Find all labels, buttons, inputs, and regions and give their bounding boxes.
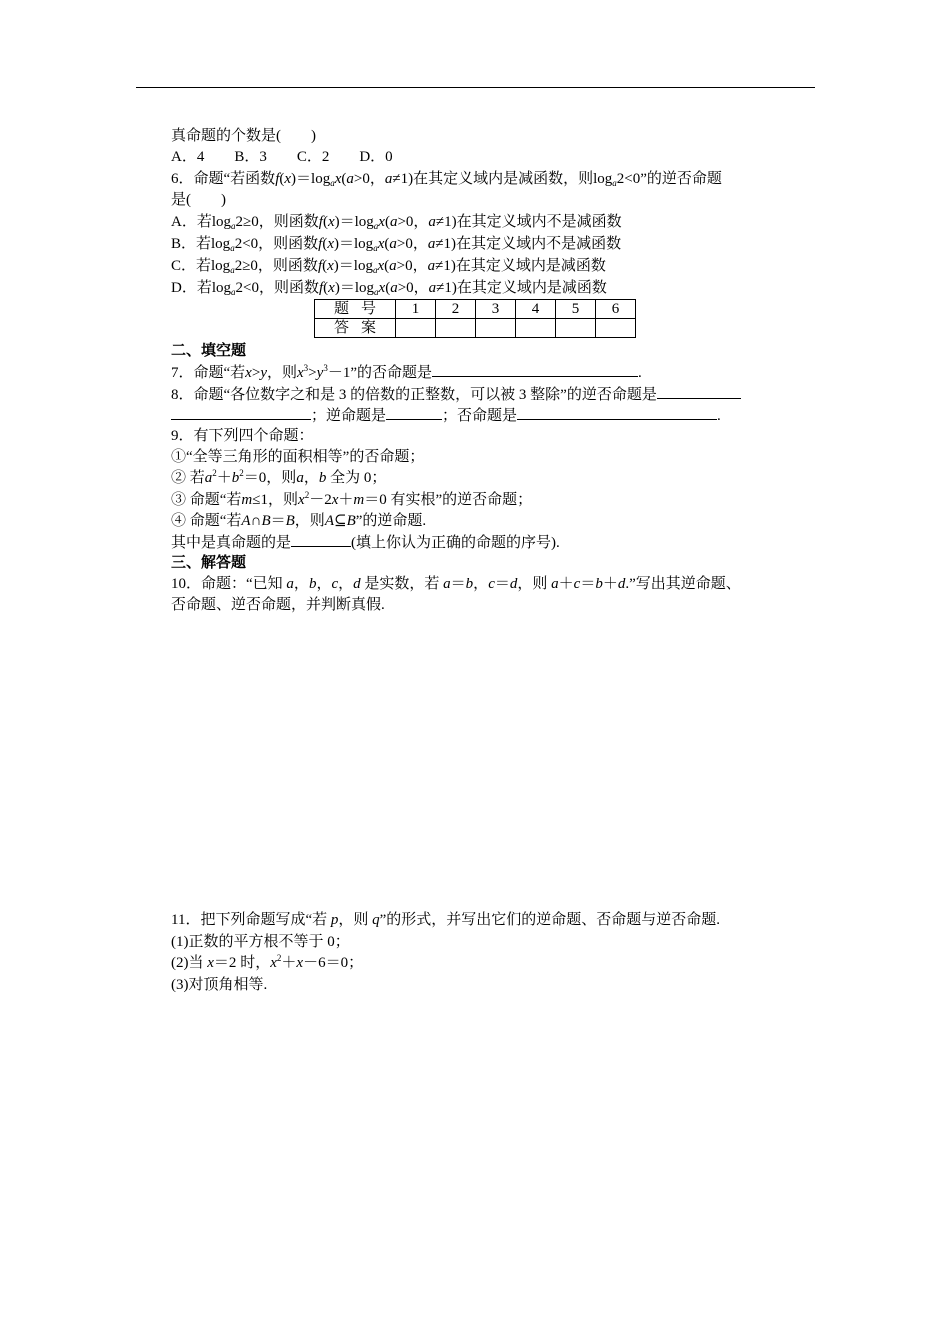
q9-prop4: ④ 命题“若A∩B＝B，则A⊆B”的逆命题.: [171, 513, 427, 529]
section-solution-title: 三、解答题: [171, 555, 247, 571]
q8-line1: 8．命题“各位数字之和是 3 的倍数的正整数，可以被 3 整除”的逆否命题是: [171, 384, 741, 405]
q9-stem: 9．有下列四个命题：: [171, 428, 314, 444]
section-fill-in-title: 二、填空题: [171, 343, 247, 359]
answer-table-answer-row: [315, 319, 636, 338]
answer-table-header-row: [315, 300, 636, 319]
answer-table-number: 2: [436, 300, 476, 319]
q7: 7．命题“若x>y，则$x^3>y^3-1$”的否命题是 .: [171, 363, 642, 381]
answer-cell[interactable]: [476, 319, 516, 338]
answer-cell[interactable]: [516, 319, 556, 338]
q7-answer-blank[interactable]: [432, 362, 638, 377]
q11-stem: 11．把下列命题写成“若 p，则 q”的形式，并写出它们的逆命题、否命题与逆否命题.: [171, 912, 721, 928]
q9-prop2: ② 若$a^2+b^2=0$，则a，b 全为 0；: [171, 468, 387, 486]
q8-line2: ；逆命题是 ；否命题是 .: [171, 405, 721, 426]
q11-item3: (3)对顶角相等.: [171, 977, 268, 993]
answer-cell[interactable]: [596, 319, 636, 338]
answer-table: [314, 299, 636, 338]
q6-stem: 6．命题“若函数$f(x)=\log_ax(a>0$，a≠1)在其定义域内是减函数，则$\log_a2<0$”的逆否命题: [171, 171, 722, 188]
header-rule: [136, 87, 815, 88]
answer-table-number: 1: [396, 300, 436, 319]
q5-stem-tail: 真命题的个数是( ): [171, 128, 316, 144]
q8-answer-blank[interactable]: [171, 405, 311, 420]
q10-line2: 否命题、逆否命题，并判断真假.: [171, 597, 385, 613]
q10-line1: 10．命题：“已知 a，b，c，d 是实数，若 a＝b，c＝d，则 a＋c＝b＋d.”写出其逆命题、: [171, 576, 741, 592]
q6-option-a: A．若$\log_a2\ge 0$，则函数$f(x)=\log_ax(a>0$，a≠1)在其定义域内不是减函数: [171, 214, 622, 231]
answer-cell[interactable]: [556, 319, 596, 338]
q11-item2: (2)当 x＝2 时，$x^2+x-6=0$；: [171, 953, 364, 971]
answer-cell[interactable]: [436, 319, 476, 338]
q6-option-c: C．若$\log_a2\ge 0$，则函数$f(x)=\log_ax(a>0$，a≠1)在其定义域内是减函数: [171, 258, 606, 275]
answer-table-answer-label: 答案: [315, 319, 396, 338]
q6-option-b: B．若$\log_a2<0$，则函数$f(x)=\log_ax(a>0$，a≠1)在其定义域内不是减函数: [171, 236, 622, 253]
q6-stem-cont: 是( ): [171, 192, 226, 208]
q5-options: A．4 B．3 C．2 D．0: [171, 149, 393, 165]
q8-converse-blank[interactable]: [386, 405, 442, 420]
answer-table-number: 6: [596, 300, 636, 319]
q6-option-d: D．若$\log_a2<0$，则函数$f(x)=\log_ax(a>0$，a≠1)在其定义域内是减函数: [171, 280, 607, 297]
q11-item1: (1)正数的平方根不等于 0；: [171, 934, 350, 950]
answer-table-number-label: 题号: [315, 300, 396, 319]
answer-table-number: 4: [516, 300, 556, 319]
answer-table-number: 3: [476, 300, 516, 319]
answer-cell[interactable]: [396, 319, 436, 338]
q9-prop3: ③ 命题“若m≤1，则$x^2-2x+m=0$ 有实根”的逆否命题；: [171, 490, 533, 508]
q8-answer-blank[interactable]: [657, 384, 741, 399]
answer-table-number: 5: [556, 300, 596, 319]
q9-answer-blank[interactable]: [291, 532, 351, 547]
q8-inverse-blank[interactable]: [517, 405, 717, 420]
q9-ask: 其中是真命题的是 (填上你认为正确的命题的序号).: [171, 532, 560, 553]
q9-prop1: ①“全等三角形的面积相等”的否命题；: [171, 449, 425, 465]
